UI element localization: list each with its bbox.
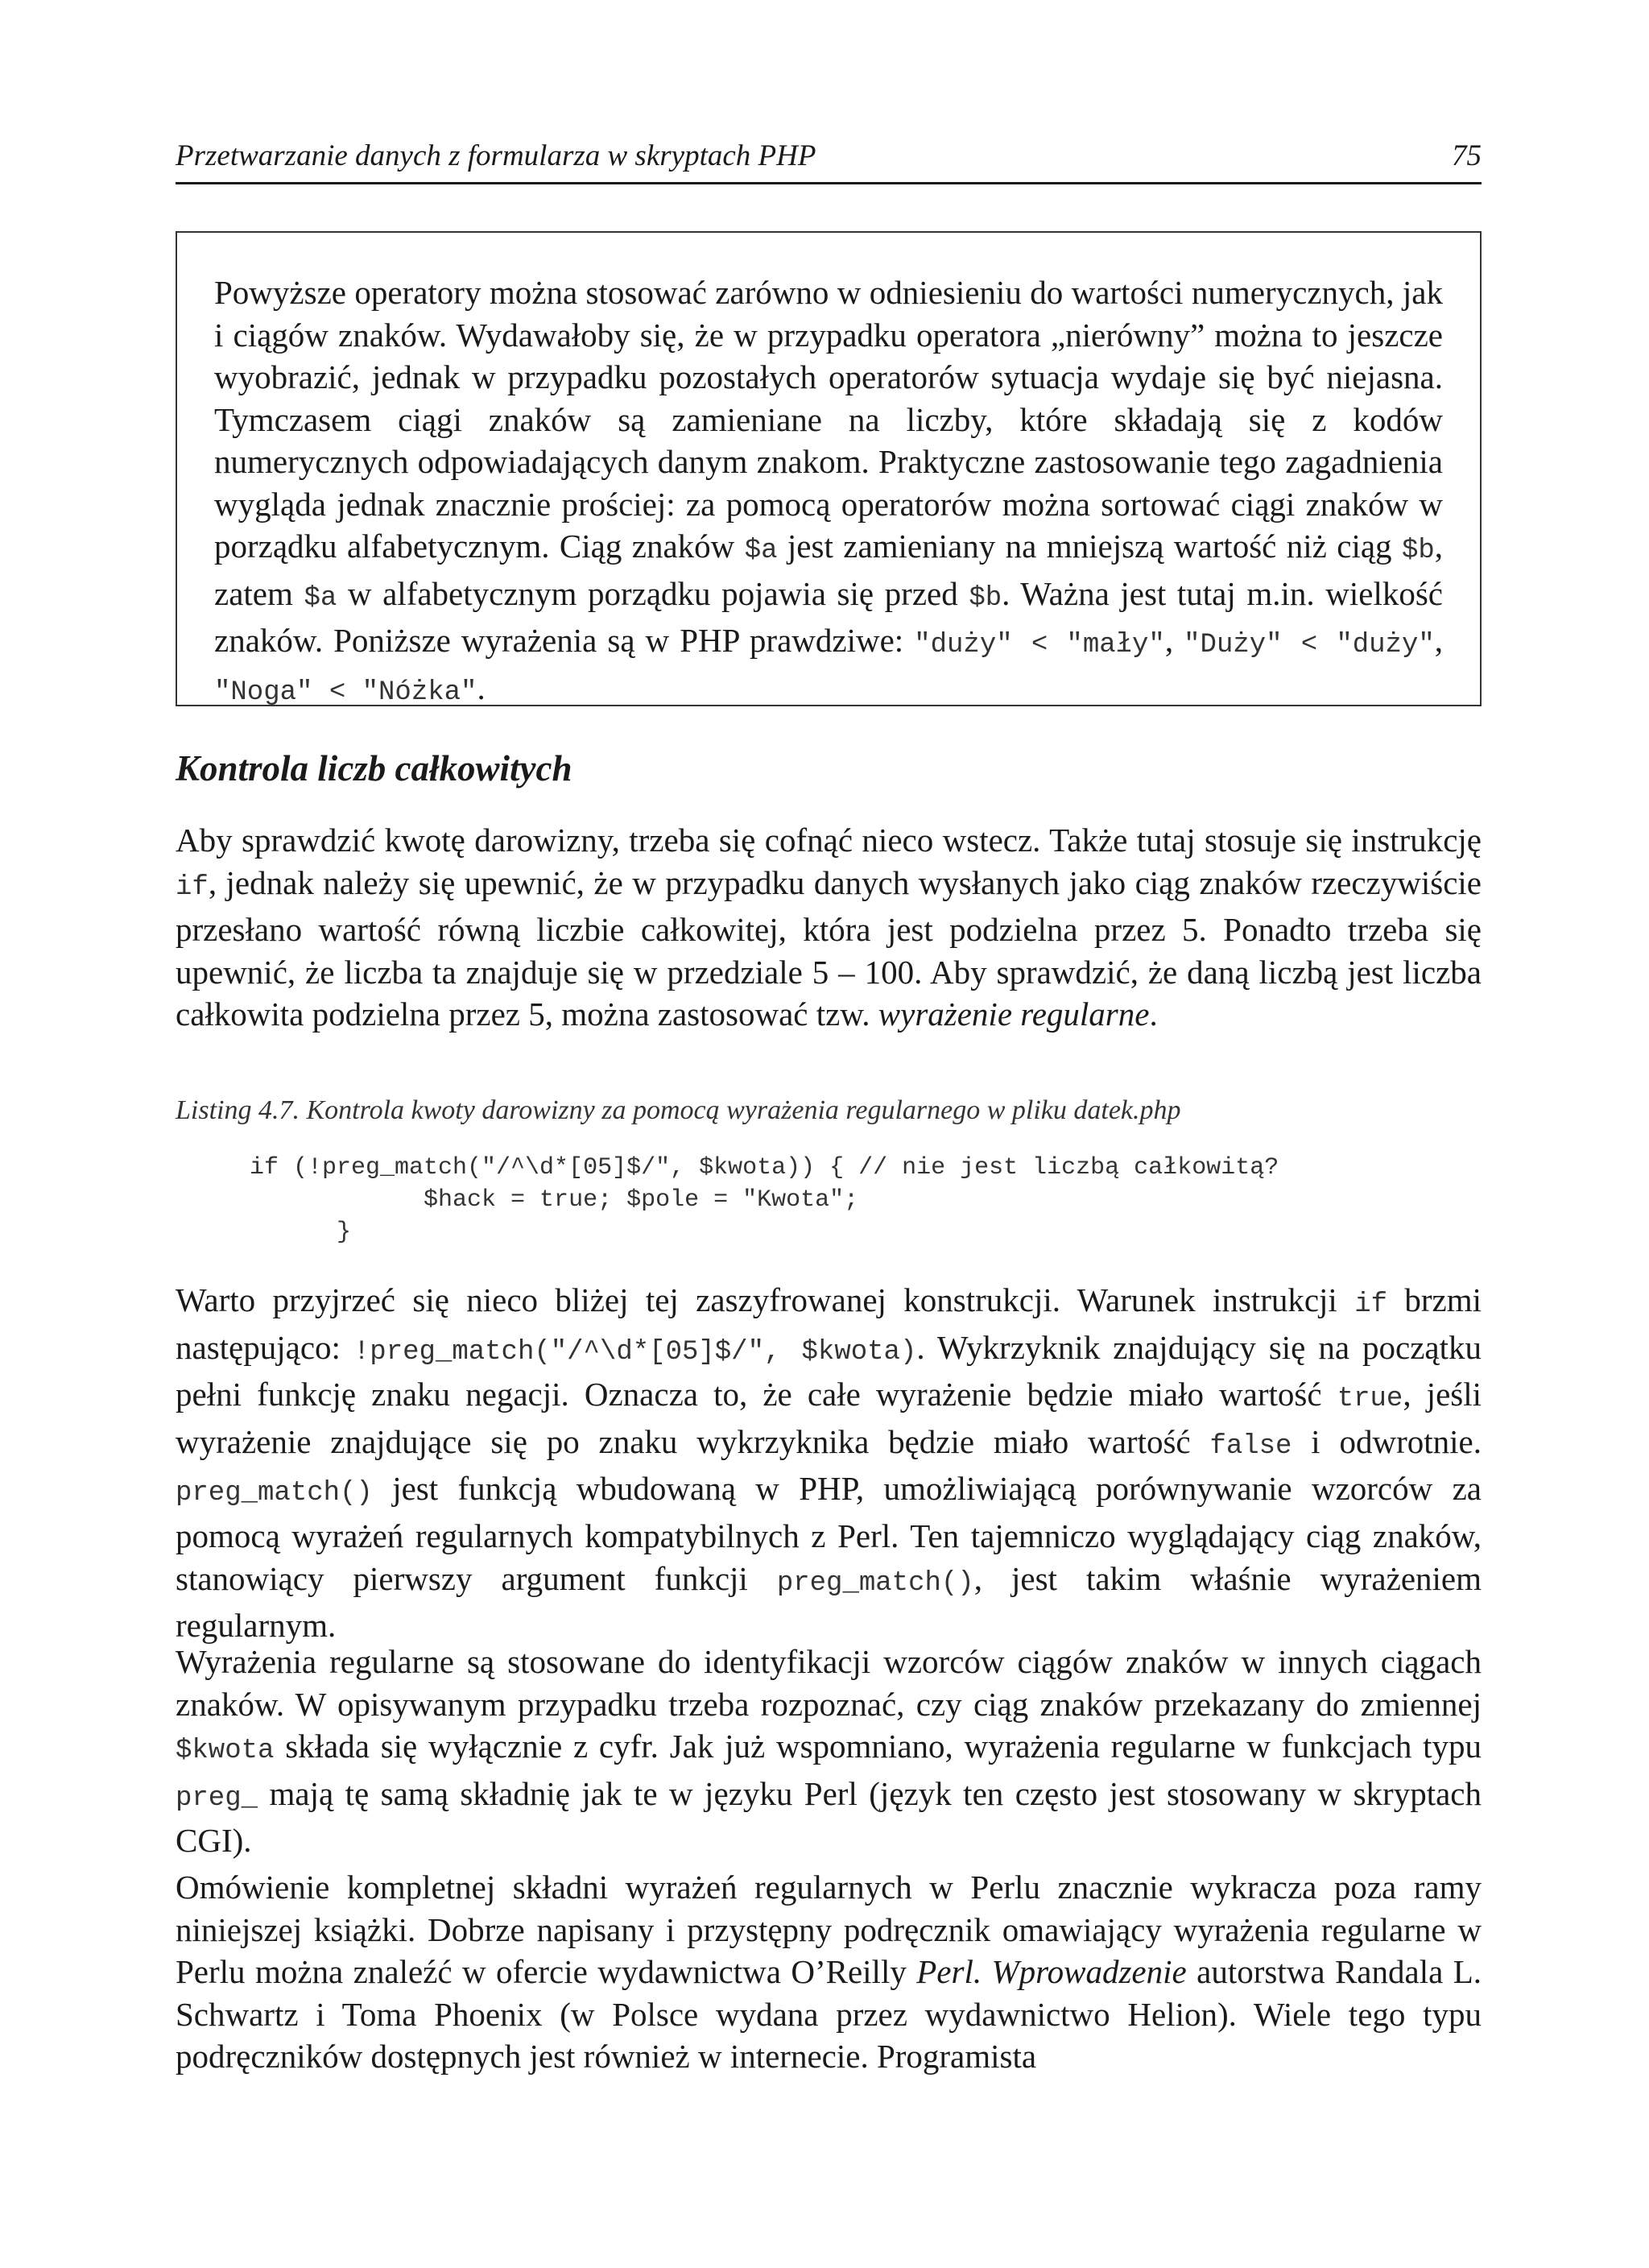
inline-code: false — [1209, 1430, 1292, 1462]
inline-code: preg_ — [176, 1782, 258, 1814]
note-box — [176, 231, 1482, 706]
running-header-title: Przetwarzanie danych z formularza w skryptach PHP — [176, 139, 816, 172]
section-heading: Kontrola liczb całkowitych — [176, 748, 572, 788]
body-text: , jednak należy się upewnić, że w przypadku danych wysłanych jako ciąg znaków rzeczywiście przesłano wartość równą liczbie całkowitej, która jest podzielna przez 5. Ponadto trzeba się upewnić, że liczba ta znajduje się w przedziale 5 – 100. Aby sprawdzić, że daną liczbą jest liczba całkowita podzielna przez 5, można zastosować tzw. — [176, 863, 1482, 1033]
body-paragraph — [176, 1279, 1482, 1647]
code-line: $hack = true; $pole = "Kwota"; — [250, 1186, 859, 1214]
inline-code: "Duży" < "duży" — [1184, 630, 1435, 660]
inline-code: if — [176, 871, 209, 903]
running-header — [176, 135, 1482, 184]
note-text: , — [1164, 622, 1184, 659]
body-text: . — [1149, 995, 1158, 1033]
inline-code: $a — [304, 582, 337, 614]
body-text: , jeśli wyrażenie znajdujące się po znaku wykrzyknika będzie miało wartość — [176, 1376, 1482, 1460]
inline-code: "duży" < "mały" — [914, 630, 1165, 660]
body-text: brzmi następująco: — [176, 1281, 1482, 1366]
body-text: jest funkcją wbudowaną w PHP, umożliwiającą porównywanie wzorców za pomocą wyrażeń regularnych kompatybilnych z Perl. Ten tajemniczo wyglądający ciąg znaków, stanowiący pierwszy argument funkcji — [176, 1470, 1482, 1597]
code-line: } — [250, 1219, 352, 1246]
body-text: . Wykrzyknik znajdujący się na początku pełni funkcję znaku negacji. Oznacza to, że całe wyrażenie będzie miało wartość — [176, 1328, 1482, 1413]
body-text: Warto przyjrzeć się nieco bliżej tej zaszyfrowanej konstrukcji. Warunek instrukcji — [176, 1281, 1355, 1318]
emphasis-text: Perl. Wprowadzenie — [916, 1953, 1187, 1991]
inline-code: $kwota — [176, 1736, 275, 1767]
inline-code: !preg_match("/^\d*[05]$/", $kwota) — [353, 1336, 917, 1368]
inline-code: preg_match() — [176, 1478, 373, 1509]
body-text: mają tę samą składnię jak te w języku Perl (język ten często jest stosowany w skryptach CGI). — [176, 1774, 1482, 1860]
note-text: Powyższe operatory można stosować zarówno w odniesieniu do wartości numerycznych, jak i ciągów znaków. Wydawałoby się, że w przypadku operatora „nierówny” można to jeszcze wyobrazić, jednak w przypadku pozostałych operatorów sytuacja wydaje się być niejasna. Tymczasem ciągi znaków są zamieniane na liczby, które składają się z kodów numerycznych odpowiadających danym znakom. Praktyczne zastosowanie tego zagadnienia wygląda jednak znacznie prościej: za pomocą operatorów można sortować ciągi znaków w porządku alfabetycznym. Ciąg znaków — [214, 274, 1443, 565]
body-text: Wyrażenia regularne są stosowane do identyfikacji wzorców ciągów znaków w innych ciągach znaków. W opisywanym przypadku trzeba rozpoznać, czy ciąg znaków przekazany do zmiennej — [176, 1643, 1482, 1723]
page-number: 75 — [1452, 139, 1482, 172]
body-paragraph — [176, 1866, 1482, 2078]
note-text: . Ważna jest tutaj m.in. wielkość znaków. Poniższe wyrażenia są w PHP prawdziwe: — [214, 574, 1443, 659]
note-text: w alfabetycznym porządku pojawia się przed — [337, 574, 969, 612]
note-text: jest zamieniany na mniejszą wartość niż ciąg — [777, 528, 1402, 565]
body-paragraph — [176, 819, 1482, 1036]
body-text: Omówienie kompletnej składni wyrażeń regularnych w Perlu znacznie wykracza poza ramy niniejszej książki. Dobrze napisany i przystępny podręcznik omawiający wyrażenia regularne w Perlu można znaleźć w ofercie wydawnictwa O’Reilly — [176, 1869, 1482, 1991]
inline-code: $a — [744, 536, 778, 566]
listing-caption: Listing 4.7. Kontrola kwoty darowizny za pomocą wyrażenia regularnego w pliku datek.php — [176, 1095, 1181, 1125]
body-text: , jest takim właśnie wyrażeniem regularnym. — [176, 1559, 1482, 1645]
note-text: , zatem — [214, 528, 1444, 612]
inline-code: if — [1354, 1289, 1387, 1320]
inline-code: $b — [1401, 536, 1435, 566]
body-text: Aby sprawdzić kwotę darowizny, trzeba się cofnąć nieco wstecz. Także tutaj stosuje się instrukcję — [176, 822, 1482, 859]
inline-code: $b — [969, 582, 1002, 614]
body-text: składa się wyłącznie z cyfr. Jak już wspomniano, wyrażenia regularne w funkcjach typu — [274, 1728, 1482, 1765]
inline-code: true — [1337, 1384, 1403, 1415]
note-paragraph — [214, 271, 1443, 714]
inline-code: preg_match() — [776, 1567, 974, 1599]
emphasis-text: wyrażenie regularne — [878, 995, 1150, 1033]
code-listing — [250, 1152, 1279, 1248]
code-line: if (!preg_match("/^\d*[05]$/", $kwota)) { // nie jest liczbą całkowitą? — [250, 1154, 1279, 1182]
note-text: . — [477, 668, 486, 706]
body-text: i odwrotnie. — [1292, 1422, 1482, 1460]
body-paragraph — [176, 1641, 1482, 1862]
note-text: , — [1434, 622, 1444, 659]
inline-code: "Noga" < "Nóżka" — [214, 677, 477, 708]
body-text: autorstwa Randala L. Schwartz i Toma Phoenix (w Polsce wydana przez wydawnictwo Helion). Wiele tego typu podręczników dostępnych jest również w internecie. Programista — [176, 1953, 1482, 2076]
